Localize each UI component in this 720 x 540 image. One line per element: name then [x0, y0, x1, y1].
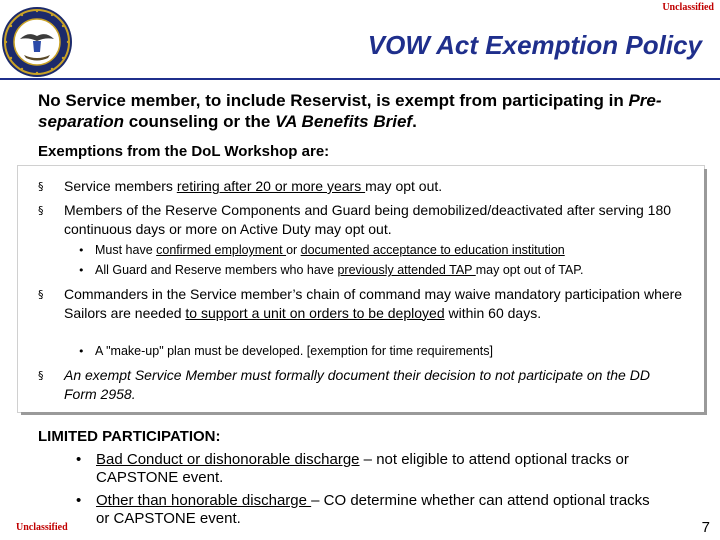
page-number: 7 — [701, 519, 710, 536]
square-bullet-icon: § — [38, 180, 44, 193]
exemption-item: Members of the Reserve Components and Guard being demobilized/deactivated after serving 180 continuous days or more on Active Duty may opt out. — [64, 202, 672, 237]
page-title: VOW Act Exemption Policy — [367, 30, 702, 60]
classification-bottom: Unclassified — [16, 522, 68, 533]
classification-top: Unclassified — [662, 2, 714, 13]
square-bullet-icon: § — [38, 204, 44, 217]
exemption-subitem: A "make-up" plan must be developed. [exemption for time requirements] — [95, 344, 493, 358]
limited-item: Other than honorable discharge – CO determine whether can attend optional tracks or CAPSTONE event. — [96, 492, 650, 527]
limited-item: Bad Conduct or dishonorable discharge – not eligible to attend optional tracks or CAPSTONE event. — [96, 451, 629, 486]
square-bullet-icon: § — [38, 288, 44, 301]
intro-statement: No Service member, to include Reservist, is exempt from participating in Pre-separation counseling or the VA Benefits Brief. — [38, 91, 662, 131]
dot-bullet-icon: • — [78, 345, 85, 358]
dot-bullet-icon: • — [76, 451, 82, 468]
navy-seal-icon — [0, 5, 74, 79]
exemption-subitem: All Guard and Reserve members who have previously attended TAP may opt out of TAP. — [95, 263, 584, 277]
title-divider — [0, 78, 720, 80]
exemptions-heading: Exemptions from the DoL Workshop are: — [38, 143, 330, 160]
exemption-item: Commanders in the Service member’s chain of command may waive mandatory participation where Sailors are needed to support a unit on orders to be deployed within 60 days. — [64, 286, 683, 321]
exemption-subitem: Must have confirmed employment or documented acceptance to education institution — [95, 243, 565, 257]
dot-bullet-icon: • — [76, 492, 82, 509]
dot-bullet-icon: • — [78, 244, 85, 257]
exemption-item: Service members retiring after 20 or more years may opt out. — [64, 178, 443, 194]
limited-participation-heading: LIMITED PARTICIPATION: — [38, 428, 221, 445]
square-bullet-icon: § — [38, 369, 44, 382]
exemption-item: An exempt Service Member must formally document their decision to not participate on the DD Form 2958. — [64, 367, 650, 402]
dot-bullet-icon: • — [78, 264, 85, 277]
